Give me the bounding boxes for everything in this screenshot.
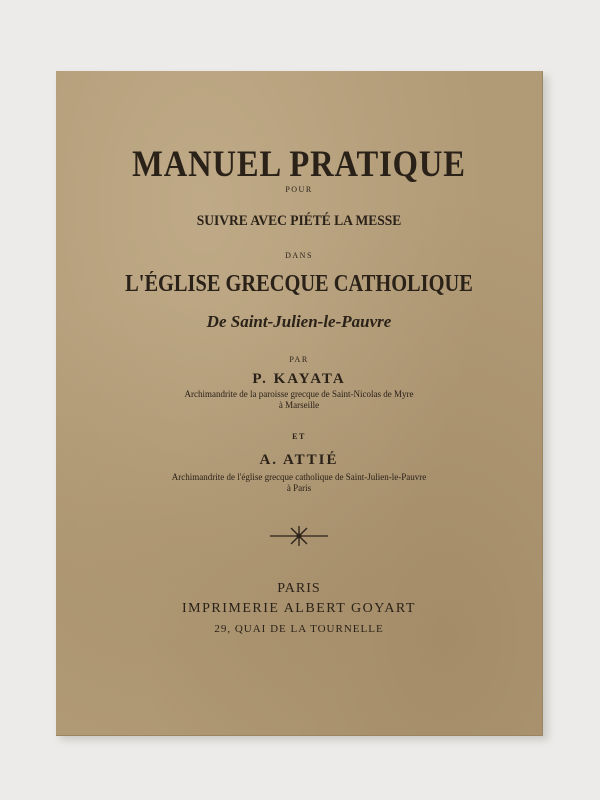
church-location: De Saint-Julien-le-Pauvre: [206, 312, 392, 331]
pour-label: POUR: [285, 185, 313, 194]
dans-label: DANS: [285, 251, 313, 260]
church-name: L'ÉGLISE GRECQUE CATHOLIQUE: [125, 271, 473, 297]
cover-subtitle: SUIVRE AVEC PIÉTÉ LA MESSE: [196, 213, 402, 229]
star-ornament-icon: [270, 523, 328, 549]
author1-role: Archimandrite de la paroisse grecque de Saint-Nicolas de Myre: [184, 389, 414, 399]
author1-name: P. KAYATA: [252, 371, 346, 387]
et-label: ET: [292, 432, 306, 441]
par-label: PAR: [289, 355, 309, 364]
publisher-city: PARIS: [277, 581, 321, 596]
cover-title: MANUEL PRATIQUE: [132, 144, 466, 185]
publisher-address: 29, QUAI DE LA TOURNELLE: [214, 623, 384, 635]
author1-location: à Marseille: [278, 400, 320, 410]
booklet-cover: [56, 71, 543, 736]
author2-location: à Paris: [286, 483, 312, 493]
author2-role: Archimandrite de l'église grecque catholique de Saint-Julien-le-Pauvre: [171, 472, 427, 482]
publisher-name: IMPRIMERIE ALBERT GOYART: [182, 601, 416, 616]
author2-name: A. ATTIÉ: [259, 452, 339, 468]
